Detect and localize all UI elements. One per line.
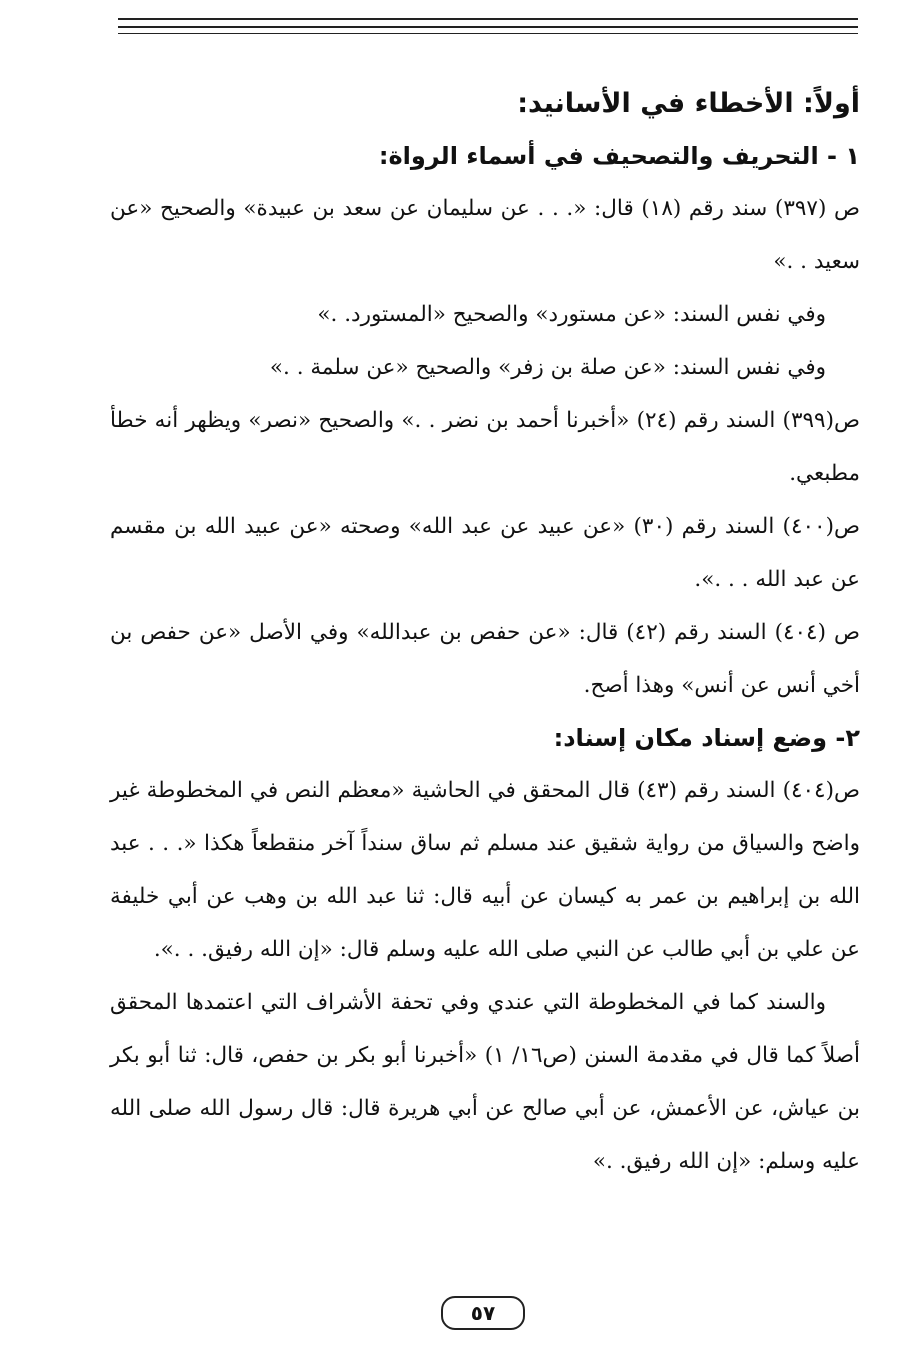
section-1-paragraph-3: وفي نفس السند: «عن صلة بن زفر» والصحيح «عن سلمة . .» <box>269 355 826 380</box>
header-rule-bottom <box>118 33 858 34</box>
section-1-title: ١ - التحريف والتصحيف في أسماء الرواة: <box>378 142 860 170</box>
section-1-paragraph-2: وفي نفس السند: «عن مستورد» والصحيح «المستورد. .» <box>317 302 826 327</box>
section-1-paragraph-1: ص (٣٩٧) سند رقم (١٨) قال: «. . . عن سليمان عن سعد بن عبيدة» والصحيح «عن سعيد . .» <box>110 196 860 274</box>
section-2-paragraph-2: والسند كما في المخطوطة التي عندي وفي تحفة الأشراف التي اعتمدها المحقق أصلاً كما قال في مقدمة السنن (ص١٦/ ١) «أخبرنا أبو بكر بن حفص، قال: ثنا أبو بكر بن عياش، عن الأعمش، عن أبي صالح عن أبي هريرة قال: قال رسول الله صلى الله عليه وسلم: «إن الله رفيق. .» <box>110 990 861 1174</box>
header-rule-middle <box>118 26 858 28</box>
section-1-paragraph-4: ص(٣٩٩) السند رقم (٢٤) «أخبرنا أحمد بن نضر . .» والصحيح «نصر» ويظهر أنه خطأ مطبعي. <box>110 408 860 486</box>
page-number: ٥٧ <box>441 1296 525 1330</box>
page-content <box>110 78 860 1188</box>
section-2-title: ٢- وضع إسناد مكان إسناد: <box>553 724 860 752</box>
header-rule-top <box>118 18 858 20</box>
section-2-paragraph-1: ص(٤٠٤) السند رقم (٤٣) قال المحقق في الحاشية «معظم النص في المخطوطة غير واضح والسياق من رواية شقيق عند مسلم ثم ساق سنداً آخر منقطعاً هكذا «. . . عبد الله بن إبراهيم بن عمر به كيسان عن أبيه قال: ثنا عبد الله بن وهب عن أبي خليفة عن علي بن أبي طالب عن النبي صلى الله عليه وسلم قال: «إن الله رفيق. . .». <box>110 778 860 962</box>
main-heading: أولاً: الأخطاء في الأسانيد: <box>517 88 860 119</box>
section-1-paragraph-6: ص (٤٠٤) السند رقم (٤٢) قال: «عن حفص بن عبدالله» وفي الأصل «عن حفص بن أخي أنس عن أنس» وهذا أصح. <box>110 620 860 698</box>
section-1-paragraph-5: ص(٤٠٠) السند رقم (٣٠) «عن عبيد عن عبد الله» وصحته «عن عبيد الله بن مقسم عن عبد الله . . .». <box>110 514 860 592</box>
